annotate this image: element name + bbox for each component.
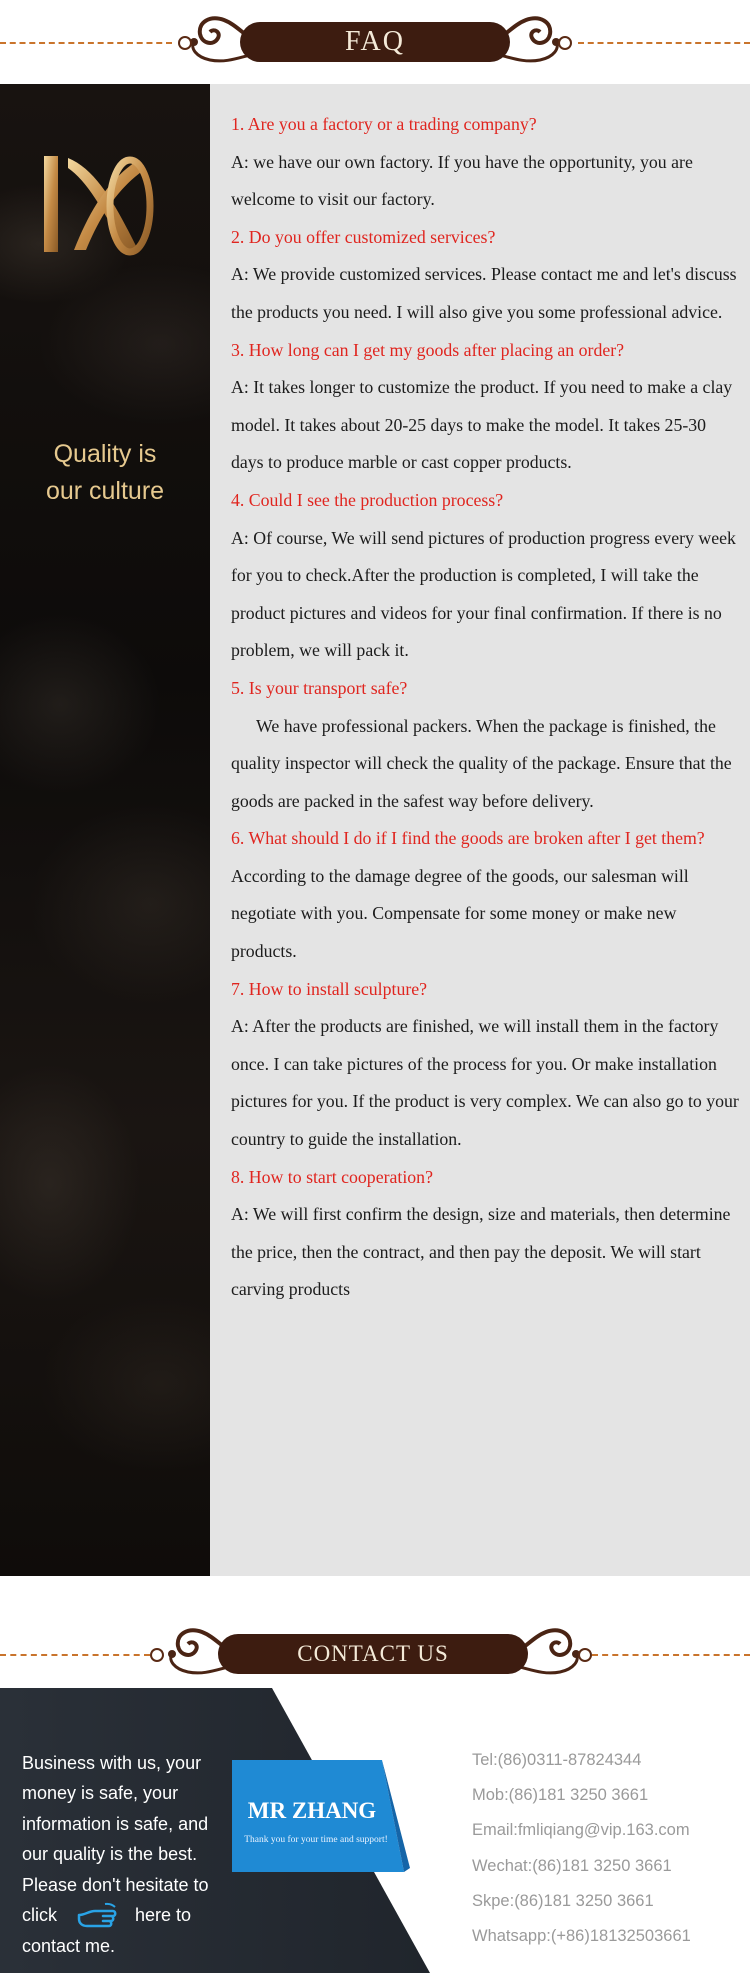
faq-answer: We have professional packers. When the package is finished, the quality inspector will check the quality of the package. Ensure that the goods are packed in the safest way before delivery. <box>231 715 732 811</box>
banner-dot-right <box>578 1648 592 1662</box>
contact-name-card <box>232 1760 410 1872</box>
faq-item <box>231 219 741 332</box>
banner-rule-left <box>0 1654 150 1656</box>
faq-question: 1. Are you a factory or a trading company? <box>231 114 537 134</box>
faq-item <box>231 670 741 820</box>
contact-skype[interactable]: Skpe:(86)181 3250 3661 <box>472 1891 654 1910</box>
faq-answer: A: We will first confirm the design, size and materials, then determine the price, then the contract, and then pay the deposit. We will start carving products <box>231 1204 731 1300</box>
faq-question: 2. Do you offer customized services? <box>231 226 496 247</box>
faq-question: 6. What should I do if I find the goods are broken after I get them? <box>231 828 705 849</box>
faq-answer: A: We provide customized services. Please contact me and let's discuss the products you need. I will also give you some professional advice. <box>231 264 737 322</box>
faq-answer: A: Of course, We will send pictures of production progress every week for you to check.After the production is completed, I will take the product pictures and videos for your final confirmation. If there is no problem, we will pack it. <box>231 527 736 661</box>
faq-question: 8. How to start cooperation? <box>231 1166 433 1187</box>
faq-item <box>231 820 741 970</box>
faq-question: 5. Is your transport safe? <box>231 677 408 698</box>
banner-dot-right <box>558 36 572 50</box>
tagline-line-2: our culture <box>45 477 165 505</box>
faq-content <box>210 84 750 1576</box>
contact-section <box>0 1688 750 1973</box>
faq-banner <box>0 0 750 84</box>
faq-item <box>231 332 741 482</box>
click-hand-icon[interactable] <box>75 1901 119 1931</box>
faq-list <box>231 106 741 1309</box>
contact-mob[interactable]: Mob:(86)181 3250 3661 <box>472 1786 649 1805</box>
faq-question: 4. Could I see the production process? <box>231 489 504 510</box>
contact-title: CONTACT US <box>218 1634 528 1674</box>
contact-wechat[interactable]: Wechat:(86)181 3250 3661 <box>472 1856 672 1875</box>
faq-question: 7. How to install sculpture? <box>231 978 428 999</box>
tagline-line-1: Quality is <box>53 440 157 468</box>
faq-answer: According to the damage degree of the goods, our salesman will negotiate with you. Compensate for some money or make new products. <box>231 865 689 962</box>
faq-item <box>231 106 741 219</box>
pitch-text-after: here to contact me. <box>22 1905 192 1957</box>
faq-section <box>0 84 750 1576</box>
banner-rule-left <box>0 42 172 44</box>
contact-email[interactable]: Email:fmliqiang@vip.163.com <box>472 1821 690 1840</box>
faq-question: 3. How long can I get my goods after placing an order? <box>231 339 625 360</box>
banner-rule-right <box>592 1654 750 1656</box>
faq-answer: A: It takes longer to customize the product. If you need to make a clay model. It takes about 20-25 days to make the model. It takes 25-30 days to produce marble or cast copper products. <box>231 377 733 473</box>
banner-dot-left <box>150 1648 164 1662</box>
pitch-text-before: Business with us, your money is safe, your information is safe, and our quality is the best. Please don't hesitate to click <box>22 1753 209 1926</box>
faq-answer: A: After the products are finished, we will install them in the factory once. I can take pictures of the process for you. Or make installation pictures for you. If the product is very complex. We can also go to your country to guide the installation. <box>231 1016 739 1150</box>
contact-tel[interactable]: Tel:(86)0311-87824344 <box>472 1751 642 1769</box>
banner-dot-left <box>178 36 192 50</box>
faq-sidebar <box>0 84 210 1576</box>
contact-details <box>472 1743 742 1954</box>
brand-tagline <box>0 436 210 510</box>
contact-thanks: Thank you for your time and support! <box>244 1835 388 1845</box>
faq-answer: A: we have our own factory. If you have the opportunity, you are welcome to visit our factory. <box>231 151 693 210</box>
contact-banner <box>0 1612 750 1696</box>
faq-item <box>231 971 741 1159</box>
faq-item <box>231 1159 741 1309</box>
brand-logo-icon <box>38 150 158 260</box>
contact-whatsapp[interactable]: Whatsapp:(+86)18132503661 <box>472 1927 691 1946</box>
banner-rule-right <box>578 42 750 44</box>
contact-name: MR ZHANG <box>247 1798 377 1823</box>
contact-pitch <box>22 1748 222 1962</box>
faq-title: FAQ <box>240 22 510 62</box>
faq-item <box>231 482 741 670</box>
